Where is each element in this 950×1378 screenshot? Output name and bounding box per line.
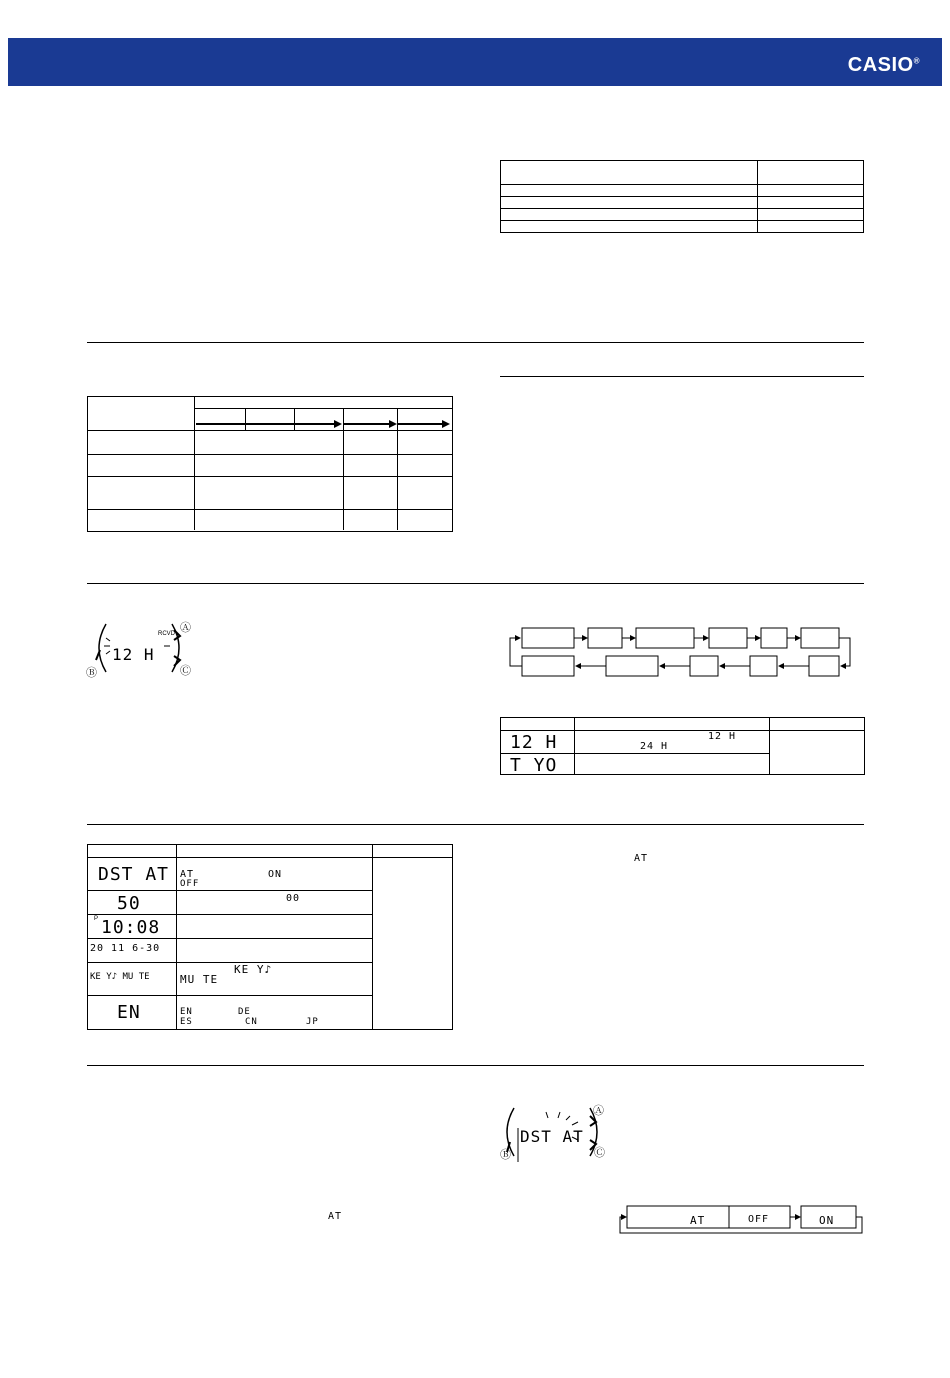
settings-row1-display: 12 H	[510, 732, 558, 753]
button-c-icon: Ⓒ	[594, 1147, 605, 1159]
dst-cycle-at: AT	[690, 1214, 706, 1227]
dst-row1-display: DST AT	[98, 864, 170, 885]
setting-sequence-flow	[504, 624, 856, 680]
dst-row6-en: EN	[180, 1007, 193, 1017]
dst-row5-display: KE Y♪ MU TE	[90, 972, 150, 982]
dst-cycle-on: ON	[819, 1214, 835, 1227]
module-table	[500, 160, 864, 233]
dst-row4-display: 20 11 6-30	[90, 943, 161, 954]
section-divider	[87, 583, 864, 584]
dst-row6-jp: JP	[306, 1017, 319, 1027]
settings-row2-display: T YO	[510, 755, 558, 776]
button-a-icon: Ⓐ	[593, 1105, 604, 1117]
logo-text: CASIO	[847, 54, 914, 76]
dst-row6-es: ES	[180, 1017, 193, 1027]
watch2-display-text: DST AT	[520, 1127, 584, 1146]
time-arrows	[194, 416, 452, 430]
button-a-icon: Ⓐ	[180, 622, 191, 634]
dst-row6-display: EN	[117, 1002, 141, 1023]
right-note-at: AT	[634, 853, 649, 864]
button-b-icon: Ⓑ	[500, 1149, 511, 1161]
dst-row1-off: OFF	[180, 879, 200, 889]
section-divider	[87, 342, 864, 343]
dst-row5-key: KE Y♪	[234, 963, 273, 976]
header-bar	[8, 38, 942, 86]
dst-row1-at: AT	[180, 869, 195, 880]
dst-row2-display: 50	[117, 893, 141, 914]
watch-display-text: 12 H	[112, 645, 155, 664]
casio-logo	[848, 54, 920, 77]
section-divider	[87, 824, 864, 825]
section-divider	[87, 1065, 864, 1066]
dst-row6-de: DE	[238, 1007, 251, 1017]
dst-row1-on: ON	[268, 869, 283, 880]
settings-row1-text-a: 12 H	[708, 731, 737, 742]
settings-row1-text-b: 24 H	[640, 741, 669, 752]
dst-row5-mute: MU TE	[180, 973, 219, 986]
dst-row2-text: 00	[286, 893, 301, 904]
dst-row3-pm-indicator: P	[94, 916, 99, 922]
section-subdivider	[500, 376, 864, 377]
dst-row3-display: 10:08	[101, 917, 161, 938]
bottom-text-at: AT	[328, 1211, 343, 1222]
button-b-icon: Ⓑ	[86, 667, 97, 679]
dst-cycle-off: OFF	[748, 1214, 770, 1225]
dst-row6-cn: CN	[245, 1017, 258, 1027]
button-c-icon: Ⓒ	[180, 665, 191, 677]
logo-registered-mark: ®	[913, 56, 920, 66]
watch-top-label: RCVD	[158, 631, 176, 637]
